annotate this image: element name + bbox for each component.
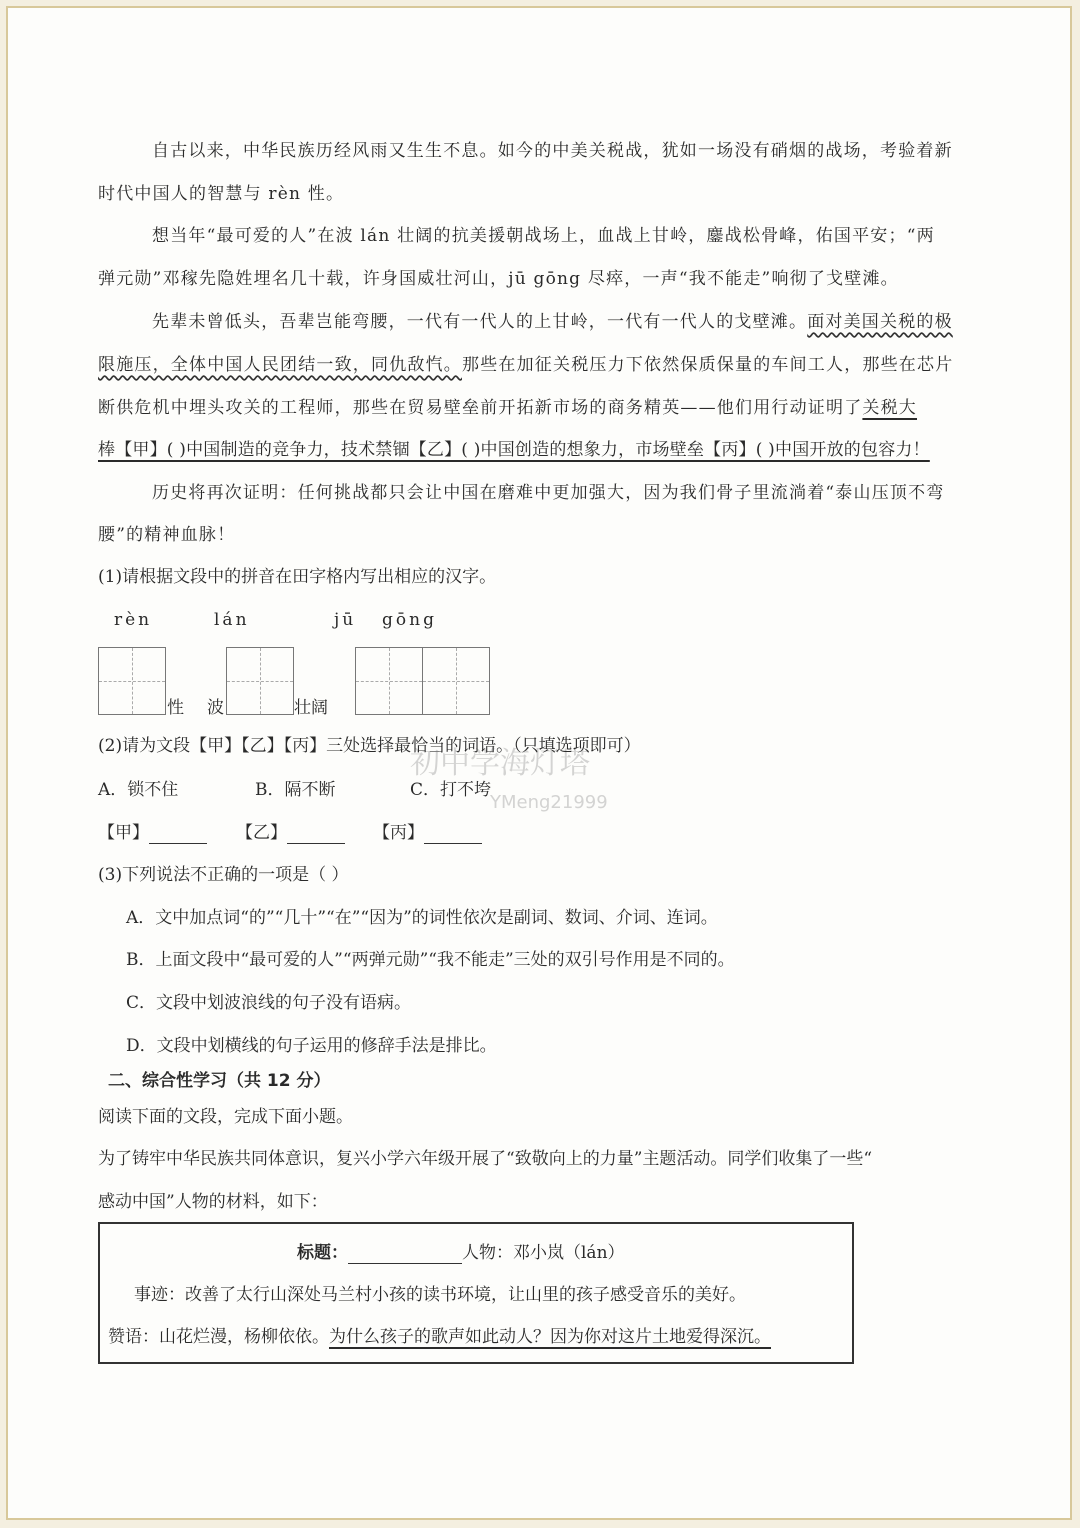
label-bing: 【丙】: [373, 823, 424, 843]
passage-line: 腰”的精神血脉！: [98, 525, 236, 545]
passage-line: 历史将再次证明：任何挑战都只会让中国在磨难中更加强大，因为我们骨子里流淌着“泰山压顶不弯: [152, 483, 945, 503]
option-b: B．隔不断: [255, 780, 336, 800]
section-text: 感动中国”人物的材料，如下：: [98, 1192, 328, 1212]
label-jia: 【甲】: [98, 823, 149, 843]
question-1-prompt: (1)请根据文段中的拼音在田字格内写出相应的汉字。: [98, 567, 497, 587]
suffix-zhuangkuo: 壮阔: [294, 698, 328, 718]
passage-line: 想当年“最可爱的人”在波 lán 壮阔的抗美援朝战场上，血战上甘岭，鏖战松骨峰，佑国平安；“两: [152, 226, 935, 246]
label-yi: 【乙】: [236, 823, 287, 843]
blank-bing[interactable]: [424, 825, 482, 844]
q3-option-b: B．上面文段中“最可爱的人”“两弹元勋”“我不能走”三处的双引号作用是不同的。: [126, 950, 735, 970]
passage-line: 弹元勋”邓稼先隐姓埋名几十载，许身国威壮河山，jū gōng 尽瘁，一声“我不能走”响彻了戈壁滩。: [98, 269, 899, 289]
q3-option-a: A．文中加点词“的”“几十”“在”“因为”的词性依次是副词、数词、介词、连词。: [126, 908, 718, 928]
blank-jia[interactable]: [149, 825, 207, 844]
watermark-text: 初中学海灯塔: [410, 746, 590, 781]
passage-line: [152, 311, 953, 333]
suffix-xing: 性: [167, 698, 184, 718]
blank-yi[interactable]: [287, 825, 345, 844]
card-title-label: 标题：: [297, 1243, 348, 1263]
option-c: C．打不垮: [410, 780, 492, 800]
passage-text: 那些在加征关税压力下依然保质保量的车间工人，那些在芯片: [462, 355, 954, 375]
answer-row: [98, 822, 207, 844]
pinyin-lan: lán: [214, 610, 250, 630]
passage-text: 断供危机中埋头攻关的工程师，那些在贸易壁垒前开拓新市场的商务精英——他们用行动证明了: [98, 398, 863, 418]
card-title-blank[interactable]: [348, 1245, 462, 1264]
watermark-handle: YMeng21999: [490, 792, 608, 813]
q3-option-c: C．文段中划波浪线的句子没有语病。: [126, 993, 412, 1013]
pinyin-gong: gōng: [382, 610, 437, 630]
passage-text: 先辈未曾低头，吾辈岂能弯腰，一代有一代人的上甘岭，一代有一代人的戈壁滩。: [152, 312, 808, 332]
question-3-prompt: (3)下列说法不正确的一项是（ ）: [98, 865, 349, 885]
tianzige-cell[interactable]: [227, 648, 293, 714]
underlined-sentence: 关税大: [862, 398, 918, 418]
praise-underlined: 为什么孩子的歌声如此动人？因为你对这片土地爱得深沉。: [329, 1327, 771, 1347]
pinyin-ren: rèn: [114, 610, 153, 630]
answer-row: [373, 822, 482, 844]
pinyin-ju: jū: [334, 610, 357, 630]
tianzige-cell[interactable]: [422, 648, 489, 714]
underlined-sentence: 棒【甲】( )中国制造的竞争力，技术禁锢【乙】( )中国创造的想象力，市场壁垒【丙】( )中国开放的包容力！: [98, 440, 930, 460]
question-2-prompt: (2)请为文段【甲】【乙】【丙】三处选择最恰当的词语。（只填选项即可）: [98, 736, 641, 756]
section-heading: 二、综合性学习（共 12 分）: [108, 1071, 331, 1091]
tianzige-box-3[interactable]: [355, 647, 490, 715]
card-title-row: [297, 1242, 625, 1264]
option-a: A．锁不住: [98, 780, 179, 800]
section-text: 为了铸牢中华民族共同体意识，复兴小学六年级开展了“致敬向上的力量”主题活动。同学们收集了一些“: [98, 1149, 873, 1169]
wavy-underlined-sentence: 限施压，全体中国人民团结一致，同仇敌忾。: [98, 355, 462, 375]
card-person: 人物：邓小岚（lán）: [462, 1243, 625, 1263]
section-intro: 阅读下面的文段，完成下面小题。: [98, 1107, 353, 1127]
passage-line: [98, 397, 917, 419]
tianzige-box-1[interactable]: [98, 647, 166, 715]
tianzige-cell[interactable]: [356, 648, 422, 714]
praise-text: 赞语：山花烂漫，杨柳依依。: [108, 1327, 329, 1347]
card-deeds: 事迹：改善了太行山深处马兰村小孩的读书环境，让山里的孩子感受音乐的美好。: [134, 1285, 746, 1305]
passage-line: 时代中国人的智慧与 rèn 性。: [98, 184, 345, 204]
passage-line: [98, 354, 953, 376]
tianzige-box-2[interactable]: [226, 647, 294, 715]
q3-option-d: D．文段中划横线的句子运用的修辞手法是排比。: [126, 1036, 497, 1056]
answer-row: [236, 822, 345, 844]
wavy-underlined-sentence: 面对美国关税的极: [807, 312, 953, 332]
tianzige-cell[interactable]: [99, 648, 165, 714]
prefix-bo: 波: [207, 698, 224, 718]
card-praise: [108, 1326, 771, 1348]
passage-line: 自古以来，中华民族历经风雨又生生不息。如今的中美关税战，犹如一场没有硝烟的战场，考验着新: [152, 141, 953, 161]
